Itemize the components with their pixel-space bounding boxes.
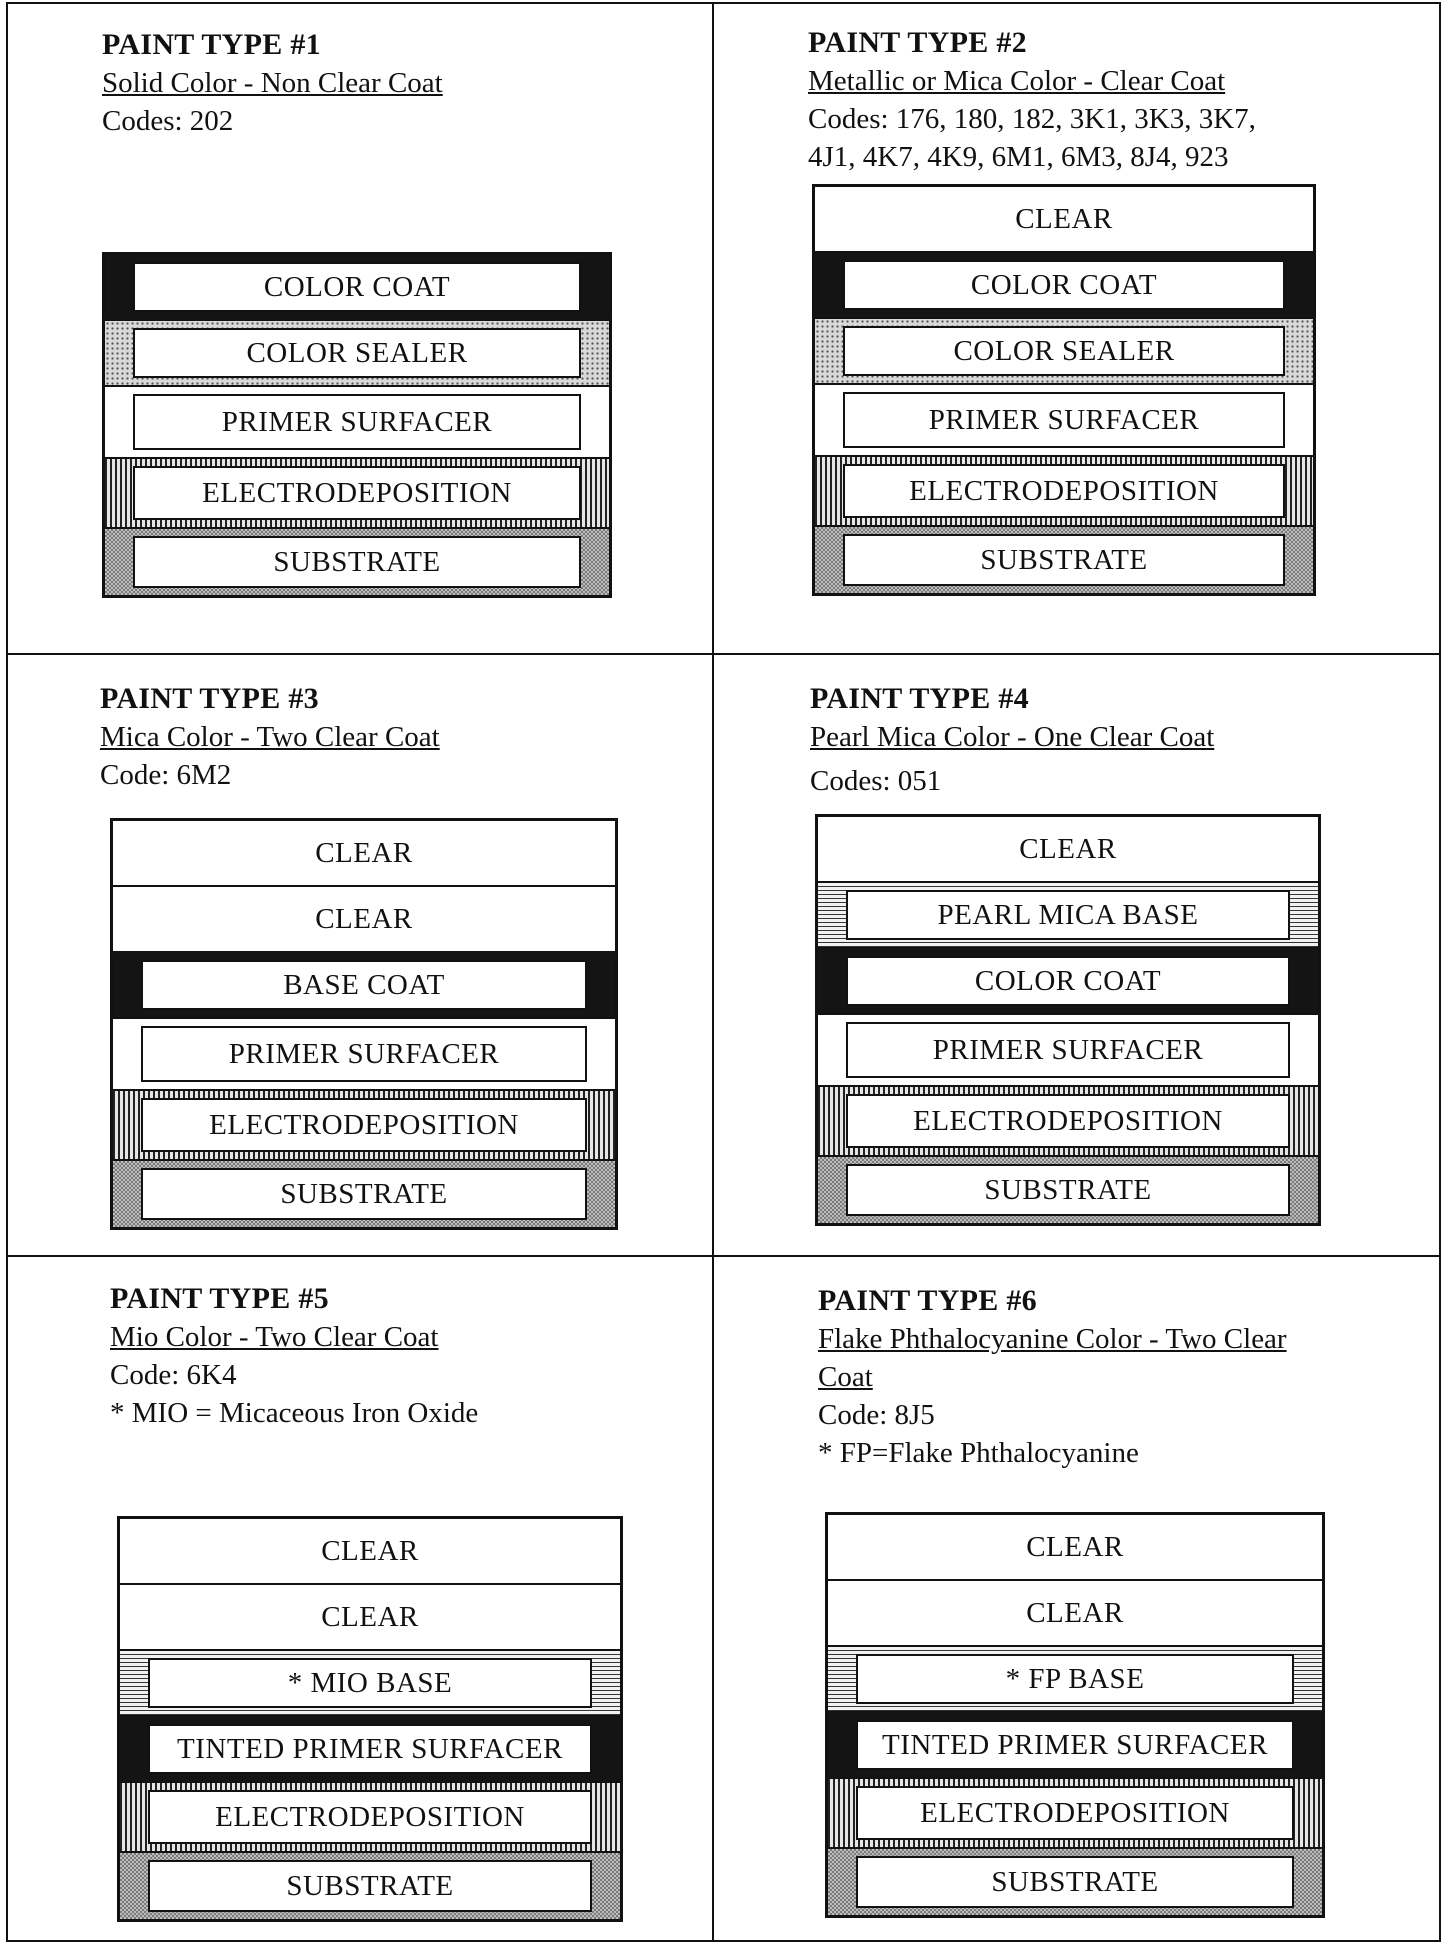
layer-clear <box>818 817 1318 883</box>
layer-electrodeposition <box>815 457 1313 527</box>
layer-mio-base <box>120 1651 620 1717</box>
layer-label: SUBSTRATE <box>148 1860 592 1912</box>
layer-electrodeposition <box>105 459 609 529</box>
layer-electrodeposition <box>120 1783 620 1853</box>
paint-type-cell-6 <box>818 1282 1378 1472</box>
code-line: Code: 6K4 <box>110 1359 237 1391</box>
layer-clear <box>120 1519 620 1585</box>
layer-label: CLEAR <box>321 1534 419 1567</box>
layer-clear <box>113 887 615 953</box>
layer-label: CLEAR <box>1019 832 1117 865</box>
layer-fp-base <box>828 1647 1322 1713</box>
codes-line: Codes: 176, 180, 182, 3K1, 3K3, 3K7, <box>808 103 1256 135</box>
row-divider-1 <box>6 653 1441 655</box>
layer-label: ELECTRODEPOSITION <box>141 1098 587 1152</box>
row-divider-2 <box>6 1255 1441 1257</box>
layer-label: TINTED PRIMER SURFACER <box>856 1720 1294 1770</box>
paint-type-cell-3 <box>100 680 680 794</box>
cell-subtitle: Metallic or Mica Color - Clear Coat <box>808 65 1226 97</box>
layer-label: * FP BASE <box>856 1654 1294 1704</box>
paint-type-cell-1 <box>102 26 682 140</box>
codes-line: Codes: 202 <box>102 105 234 137</box>
layer-label: PEARL MICA BASE <box>846 890 1290 940</box>
layer-color-coat <box>815 253 1313 319</box>
paint-type-cell-5 <box>110 1280 690 1432</box>
layer-substrate <box>815 527 1313 593</box>
layer-color-sealer <box>815 319 1313 385</box>
layer-label: ELECTRODEPOSITION <box>843 464 1285 518</box>
layer-label: TINTED PRIMER SURFACER <box>148 1724 592 1774</box>
layer-stack-5 <box>117 1516 623 1922</box>
cell-subtitle: Mica Color - Two Clear Coat <box>100 721 440 753</box>
layer-label: * MIO BASE <box>148 1658 592 1708</box>
layer-electrodeposition <box>818 1087 1318 1157</box>
column-divider <box>712 2 714 1942</box>
layer-primer-surfacer <box>105 387 609 459</box>
layer-label: SUBSTRATE <box>843 534 1285 586</box>
paint-type-cell-2 <box>808 24 1428 176</box>
layer-label: SUBSTRATE <box>856 1856 1294 1908</box>
layer-clear <box>113 821 615 887</box>
layer-label: ELECTRODEPOSITION <box>133 466 581 520</box>
cell-title: PAINT TYPE #3 <box>100 682 319 715</box>
layer-color-coat <box>105 255 609 321</box>
paint-type-cell-4 <box>810 680 1410 800</box>
layer-label: COLOR SEALER <box>133 328 581 378</box>
layer-clear <box>815 187 1313 253</box>
layer-electrodeposition <box>113 1091 615 1161</box>
cell-subtitle: Mio Color - Two Clear Coat <box>110 1321 439 1353</box>
cell-subtitle: Pearl Mica Color - One Clear Coat <box>810 721 1215 753</box>
cell-title: PAINT TYPE #2 <box>808 26 1027 59</box>
codes-line: Codes: 051 <box>810 765 942 797</box>
layer-stack-6 <box>825 1512 1325 1918</box>
cell-title: PAINT TYPE #6 <box>818 1284 1037 1317</box>
layer-clear <box>828 1581 1322 1647</box>
cell-subtitle: Solid Color - Non Clear Coat <box>102 67 443 99</box>
layer-tinted-primer-surfacer <box>828 1713 1322 1779</box>
layer-substrate <box>113 1161 615 1227</box>
footnote-line: * MIO = Micaceous Iron Oxide <box>110 1397 479 1429</box>
codes-line: Code: 6M2 <box>100 759 232 791</box>
cell-subtitle: Flake Phthalocyanine Color - Two Clear Coat <box>818 1323 1287 1393</box>
layer-label: PRIMER SURFACER <box>846 1022 1290 1078</box>
layer-clear <box>120 1585 620 1651</box>
layer-label: CLEAR <box>321 1600 419 1633</box>
layer-label: COLOR SEALER <box>843 326 1285 376</box>
layer-label: COLOR COAT <box>846 956 1290 1006</box>
layer-label: CLEAR <box>1015 202 1113 235</box>
layer-label: CLEAR <box>315 836 413 869</box>
layer-color-sealer <box>105 321 609 387</box>
layer-label: COLOR COAT <box>843 260 1285 310</box>
layer-primer-surfacer <box>815 385 1313 457</box>
layer-electrodeposition <box>828 1779 1322 1849</box>
layer-label: COLOR COAT <box>133 262 581 312</box>
cell-title: PAINT TYPE #4 <box>810 682 1029 715</box>
layer-label: SUBSTRATE <box>133 536 581 588</box>
layer-base-coat <box>113 953 615 1019</box>
layer-stack-3 <box>110 818 618 1230</box>
layer-tinted-primer-surfacer <box>120 1717 620 1783</box>
layer-primer-surfacer <box>113 1019 615 1091</box>
layer-label: ELECTRODEPOSITION <box>846 1094 1290 1148</box>
footnote-line: * FP=Flake Phthalocyanine <box>818 1437 1139 1469</box>
layer-primer-surfacer <box>818 1015 1318 1087</box>
layer-label: PRIMER SURFACER <box>133 394 581 450</box>
layer-label: CLEAR <box>1026 1530 1124 1563</box>
cell-title: PAINT TYPE #1 <box>102 28 321 61</box>
codes-line: 4J1, 4K7, 4K9, 6M1, 6M3, 8J4, 923 <box>808 141 1229 173</box>
layer-substrate <box>818 1157 1318 1223</box>
layer-label: CLEAR <box>1026 1596 1124 1629</box>
layer-substrate <box>828 1849 1322 1915</box>
layer-clear <box>828 1515 1322 1581</box>
cell-title: PAINT TYPE #5 <box>110 1282 329 1315</box>
layer-substrate <box>105 529 609 595</box>
layer-label: BASE COAT <box>141 960 587 1010</box>
layer-substrate <box>120 1853 620 1919</box>
layer-stack-1 <box>102 252 612 598</box>
layer-pearl-mica-base <box>818 883 1318 949</box>
layer-stack-2 <box>812 184 1316 596</box>
layer-stack-4 <box>815 814 1321 1226</box>
layer-label: CLEAR <box>315 902 413 935</box>
layer-label: ELECTRODEPOSITION <box>856 1786 1294 1840</box>
layer-label: PRIMER SURFACER <box>141 1026 587 1082</box>
layer-label: SUBSTRATE <box>846 1164 1290 1216</box>
layer-color-coat <box>818 949 1318 1015</box>
layer-label: PRIMER SURFACER <box>843 392 1285 448</box>
layer-label: ELECTRODEPOSITION <box>148 1790 592 1844</box>
layer-label: SUBSTRATE <box>141 1168 587 1220</box>
code-line: Code: 8J5 <box>818 1399 935 1431</box>
